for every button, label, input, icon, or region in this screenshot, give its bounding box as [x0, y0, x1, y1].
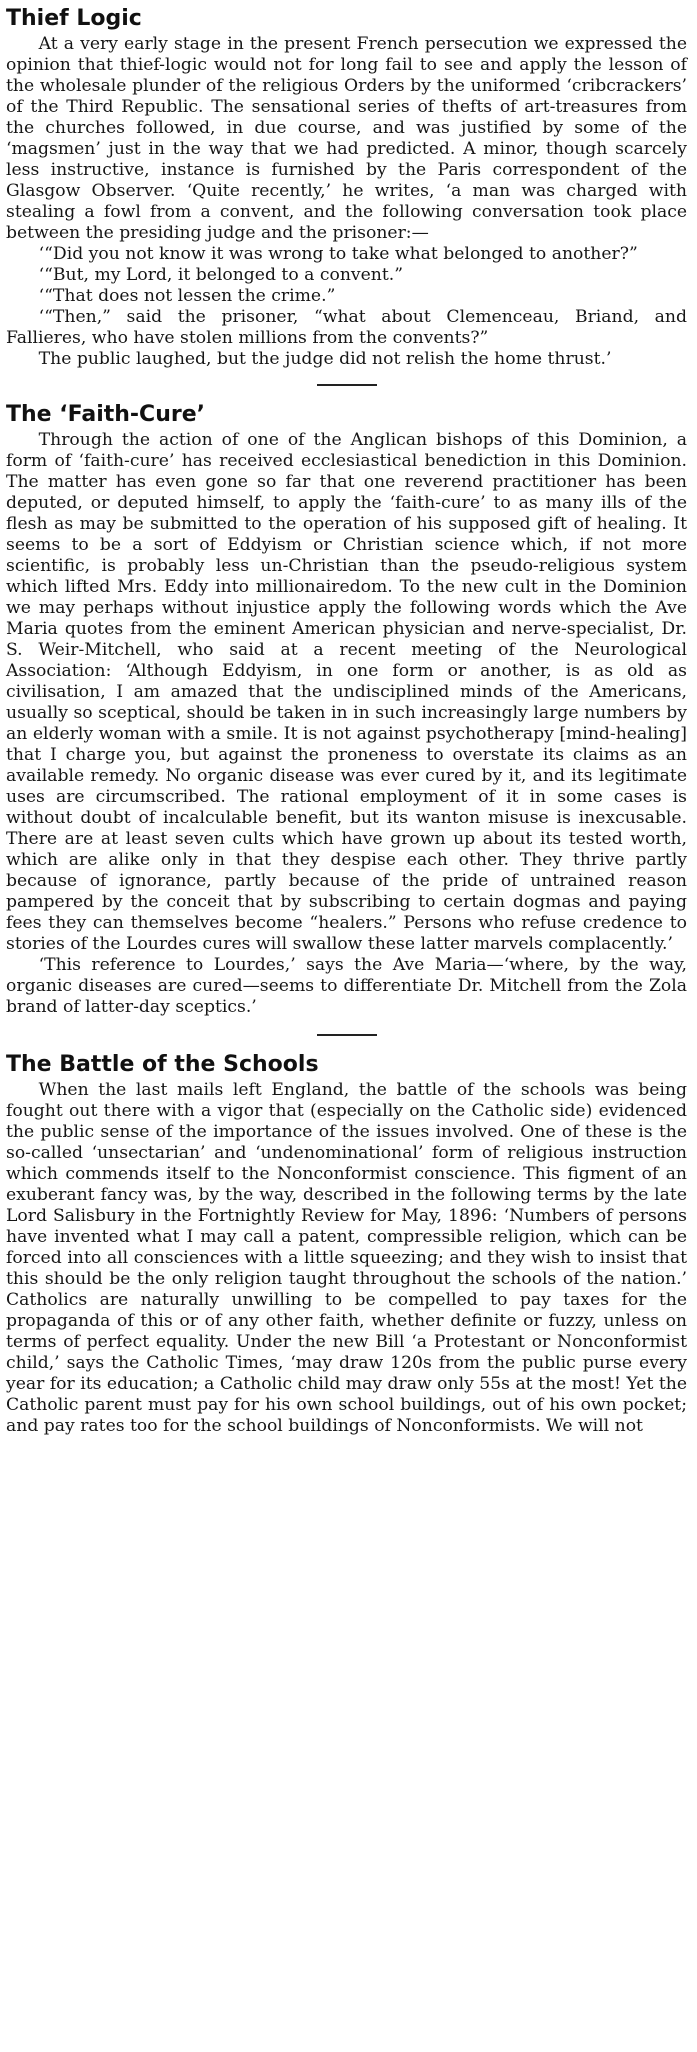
article-paragraph: ‘“Then,” said the prisoner, “what about Clemenceau, Briand, and Fallieres, who have stolen millions from the convents?”: [6, 307, 687, 348]
article-paragraph: ‘“But, my Lord, it belonged to a convent.”: [38, 265, 404, 285]
article-paragraph: At a very early stage in the present French persecution we expressed the opinion that thief-logic would not for long fail to see and apply the lesson of the wholesale plunder of the religious Orders by the uniformed ‘cribcrackers’ of the Third Republic. The sensational series of thefts of art-treasures from the churches followed, in due course, and was justified by some of the ‘magsmen’ just in the way that we had predicted. A minor, though scarcely less instructive, instance is furnished by the Paris correspondent of the Glasgow Observer. ‘Quite recently,’ he writes, ‘a man was charged with stealing a fowl from a convent, and the following conversation took place between the presiding judge and the prisoner:—: [6, 34, 687, 243]
article-paragraph: ‘“That does not lessen the crime.”: [38, 286, 336, 306]
article-heading: The Battle of the Schools: [6, 1052, 319, 1077]
article-paragraph: ‘“Did you not know it was wrong to take what belonged to another?”: [38, 244, 638, 264]
article-paragraph: Through the action of one of the Anglican bishops of this Dominion, a form of ‘faith-cure’ has received ecclesiastical benediction in this Dominion. The matter has even gone so far that one reverend practitioner has been deputed, or deputed himself, to apply the ‘faith-cure’ to as many ills of the flesh as may be submitted to the operation of his supposed gift of healing. It seems to be a sort of Eddyism or Christian science which, if not more scientific, is probably less un-Christian than the pseudo-religious system which lifted Mrs. Eddy into millionairedom. To the new cult in the Dominion we may perhaps without injustice apply the following words which the Ave Maria quotes from the eminent American physician and nerve-specialist, Dr. S. Weir-Mitchell, who said at a recent meeting of the Neurological Association: ‘Although Eddyism, in one form or another, is as old as civilisation, I am amazed that the undisciplined minds of the Americans, usually so sceptical, should be taken in in such increasingly large numbers by an elderly woman with a smile. It is not against psychotherapy [mind-healing] that I charge you, but against the proneness to overstate its claims as an available remedy. No organic disease was ever cured by it, and its legitimate uses are circumscribed. The rational employment of it in some cases is without doubt of incalculable benefit, but its wanton misuse is inexcusable. There are at least seven cults which have grown up about its tested worth, which are alike only in that they despise each other. They thrive partly because of ignorance, partly because of the pride of untrained reason pampered by the conceit that by subscribing to certain dogmas and paying fees they can themselves become “healers.” Persons who refuse credence to stories of the Lourdes cures will swallow these latter marvels complacently.’: [6, 430, 687, 954]
article-thief-logic: [6, 4, 687, 370]
article-faith-cure: [6, 400, 687, 1018]
article-battle-of-the-schools: [6, 1050, 687, 1437]
article-paragraph: The public laughed, but the judge did not relish the home thrust.’: [38, 349, 612, 369]
section-divider: [317, 1034, 377, 1036]
article-heading: Thief Logic: [6, 6, 142, 31]
article-paragraph: When the last mails left England, the battle of the schools was being fought out there with a vigor that (especially on the Catholic side) evidenced the public sense of the importance of the issues involved. One of these is the so-called ‘unsectarian’ and ‘undenominational’ form of religious instruction which commends itself to the Nonconformist conscience. This figment of an exuberant fancy was, by the way, described in the following terms by the late Lord Salisbury in the Fortnightly Review for May, 1896: ‘Numbers of persons have invented what I may call a patent, compressible religion, which can be forced into all consciences with a little squeezing; and they wish to insist that this should be the only religion taught throughout the schools of the nation.’ Catholics are naturally unwilling to be compelled to pay taxes for the propaganda of this or of any other faith, whether definite or fuzzy, unless on terms of perfect equality. Under the new Bill ‘a Protestant or Nonconformist child,’ says the Catholic Times, ‘may draw 120s from the public purse every year for its education; a Catholic child may draw only 55s at the most! Yet the Catholic parent must pay for his own school buildings, out of his own pocket; and pay rates too for the school buildings of Nonconformists. We will not: [6, 1080, 687, 1436]
section-divider: [317, 384, 377, 386]
article-paragraph: ‘This reference to Lourdes,’ says the Ave Maria—‘where, by the way, organic diseases are cured—seems to differentiate Dr. Mitchell from the Zola brand of latter-day sceptics.’: [6, 955, 687, 1017]
article-heading: The ‘Faith-Cure’: [6, 402, 205, 427]
